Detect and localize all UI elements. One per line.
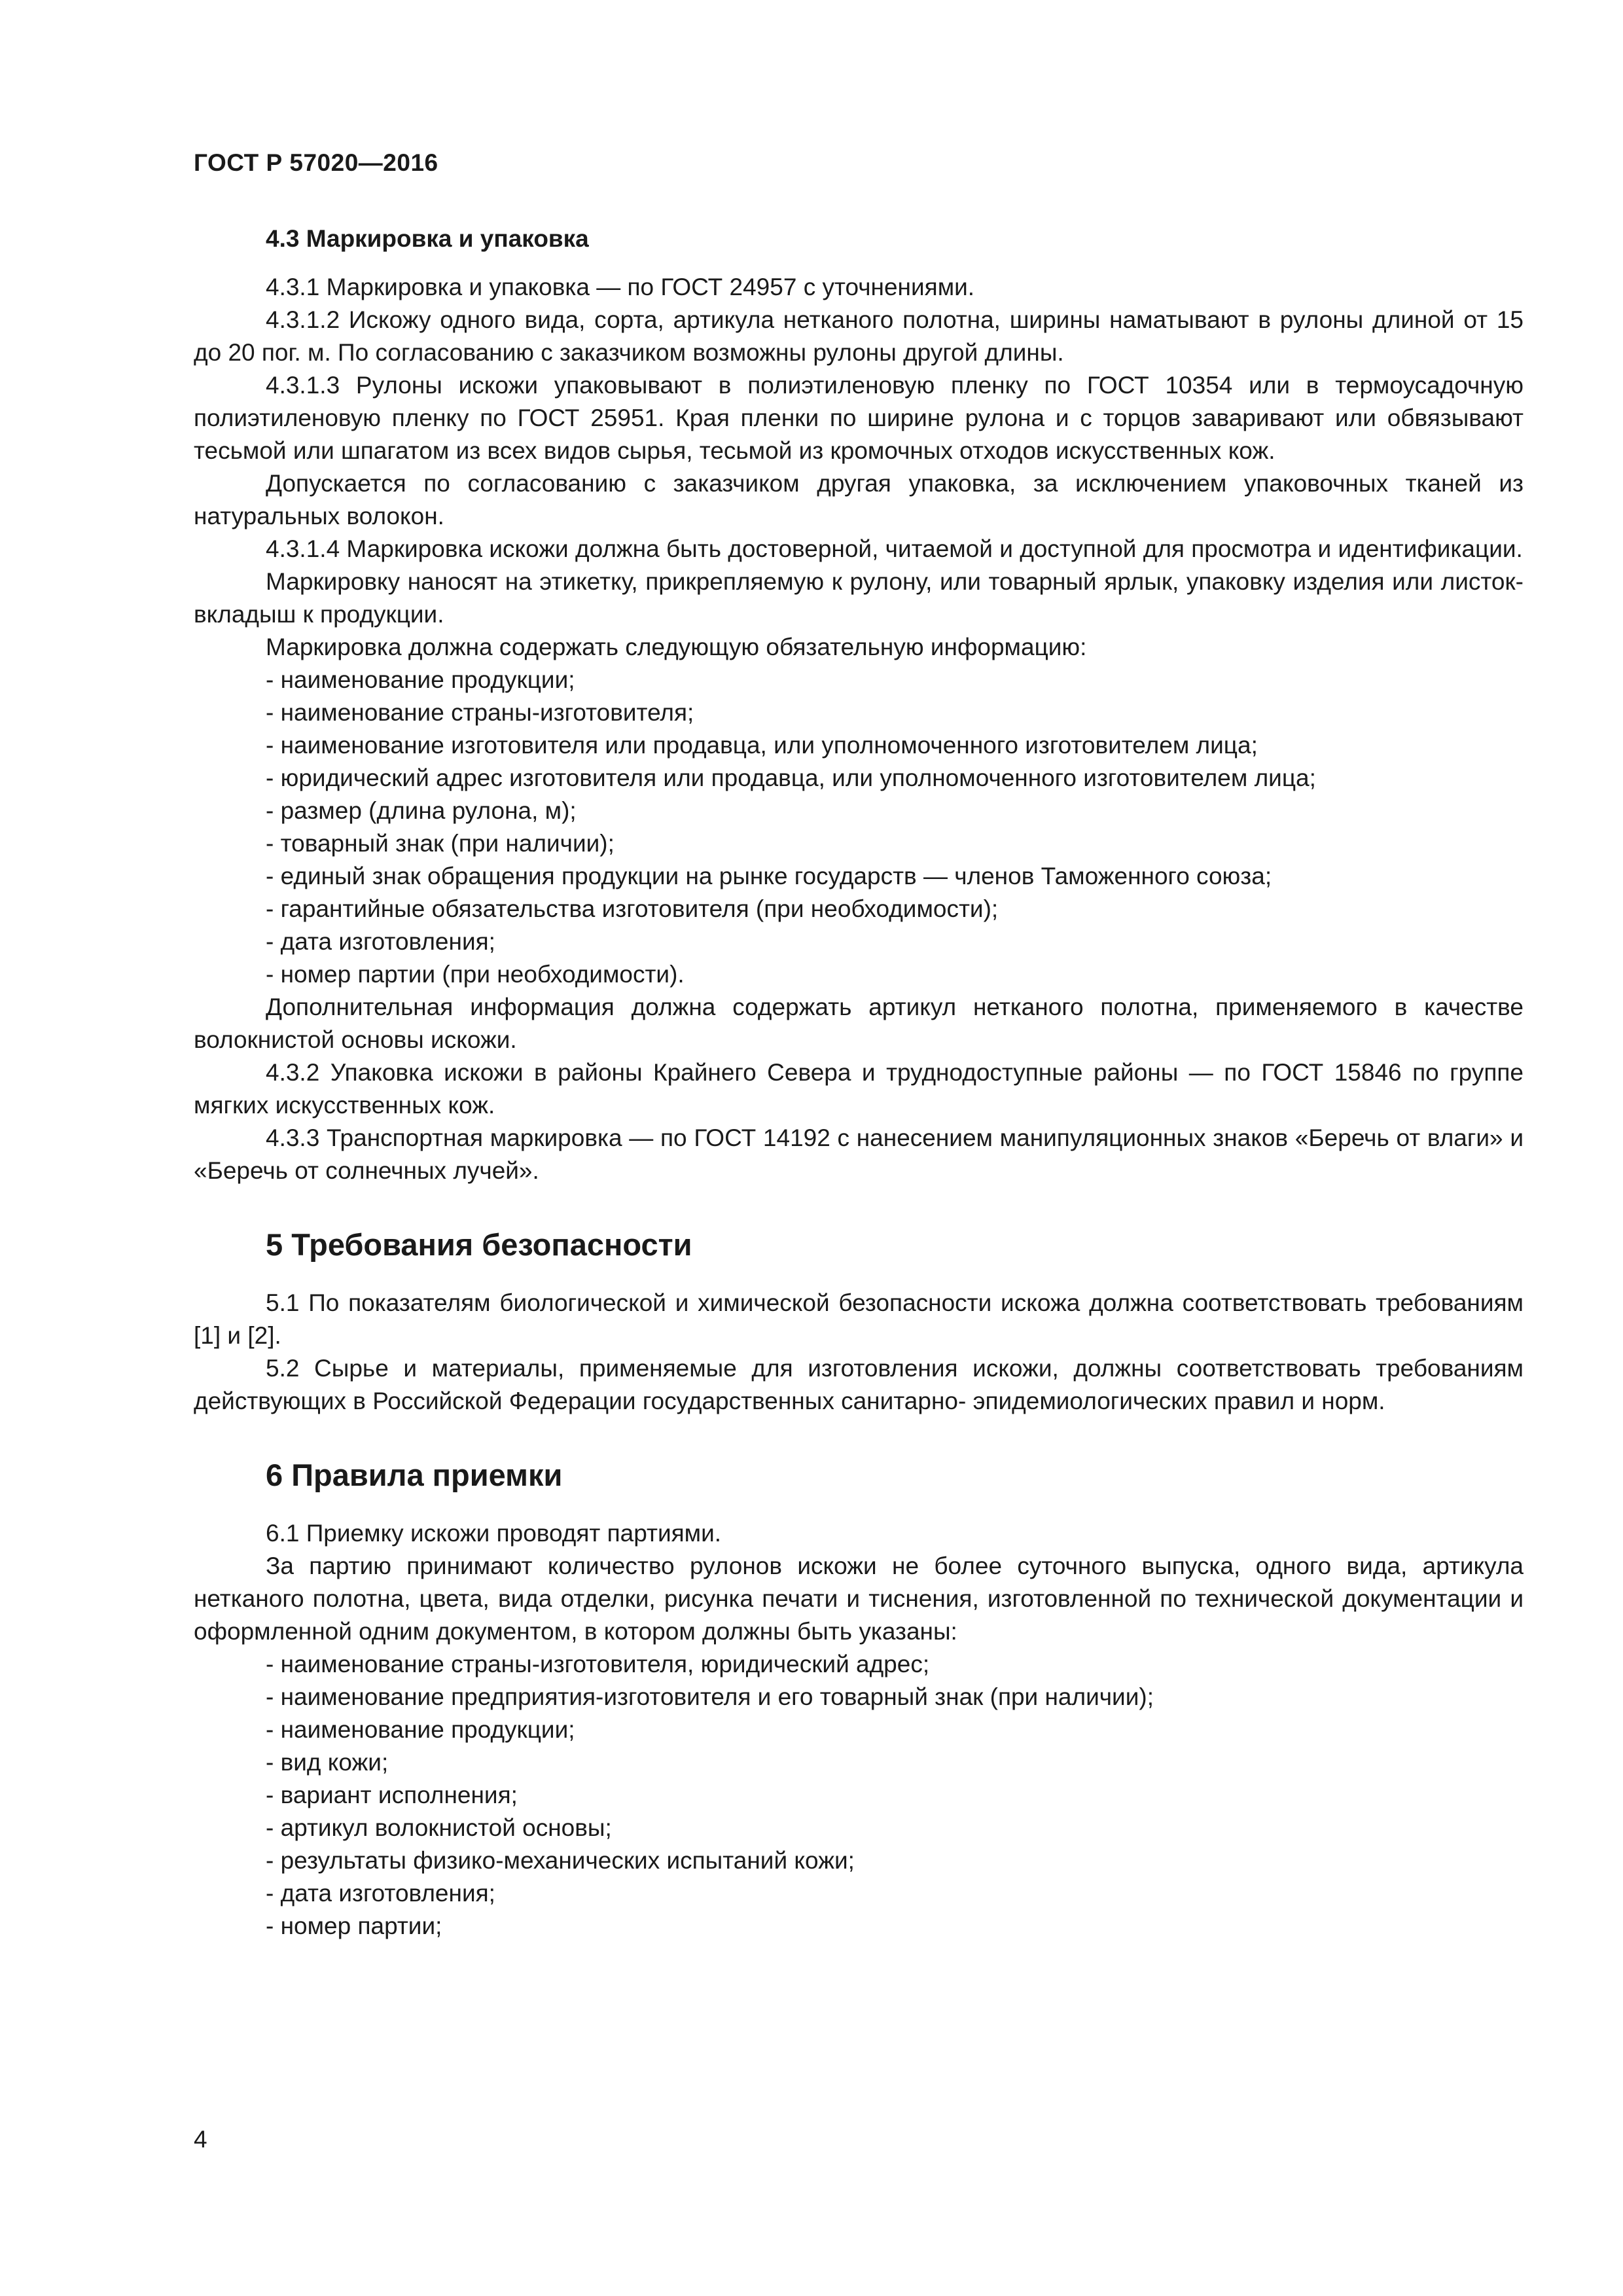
paragraph: 4.3.1 Маркировка и упаковка — по ГОСТ 24957 с уточнениями. [266,274,975,300]
paragraph: 5.2 Сырье и материалы, применяемые для изготовления искожи, должны соответствовать требованиям действующих в Российской Федерации государственных санитарно- эпидемиологических правил и норм. [194,1355,1524,1414]
paragraph: 4.3.2 Упаковка искожи в районы Крайнего Севера и труднодоступные районы — по ГОСТ 15846 по группе мягких искусственных кож. [194,1059,1524,1119]
list-item: - наименование страны-изготовителя; [266,699,694,726]
running-header: ГОСТ Р 57020—2016 [194,149,438,176]
list-item: - дата изготовления; [266,928,495,955]
paragraph: Маркировка должна содержать следующую обязательную информацию: [266,634,1087,660]
paragraph: Допускается по согласованию с заказчиком другая упаковка, за исключением упаковочных тканей из натуральных волокон. [194,470,1524,529]
list-item: - наименование продукции; [266,666,575,693]
paragraph: Маркировку наносят на этикетку, прикрепляемую к рулону, или товарный ярлык, упаковку изделия или листок-вкладыш к продукции. [194,568,1524,628]
paragraph: 4.3.1.2 Искожу одного вида, сорта, артикула нетканого полотна, ширины наматывают в рулоны длиной от 15 до 20 пог. м. По согласованию с заказчиком возможны рулоны другой длины. [194,306,1524,366]
list-item: - дата изготовления; [266,1880,495,1907]
list-item: - единый знак обращения продукции на рынке государств — членов Таможенного союза; [266,863,1272,889]
list-item: - номер партии; [266,1912,442,1939]
section-heading-6: 6 Правила приемки [266,1458,563,1492]
paragraph: 4.3.3 Транспортная маркировка — по ГОСТ 14192 с нанесением манипуляционных знаков «Беречь от влаги» и «Беречь от солнечных лучей». [194,1124,1524,1184]
list-item: - результаты физико-механических испытаний кожи; [266,1847,855,1874]
list-item: - номер партии (при необходимости). [266,961,685,988]
paragraph: За партию принимают количество рулонов искожи не более суточного выпуска, одного вида, артикула нетканого полотна, цвета, вида отделки, рисунка печати и тиснения, изготовленной по технической документации и оформленной одним документом, в котором должны быть указаны: [194,1552,1524,1645]
list-item: - наименование изготовителя или продавца, или уполномоченного изготовителем лица; [266,732,1258,759]
list-item: - наименование продукции; [266,1716,575,1743]
list-item: - вариант исполнения; [266,1782,518,1808]
list-item: - вид кожи; [266,1749,389,1776]
page-number: 4 [194,2126,207,2153]
list-item: - юридический адрес изготовителя или продавца, или уполномоченного изготовителем лица; [266,764,1316,791]
section-heading-5: 5 Требования безопасности [266,1227,692,1262]
paragraph: 5.1 По показателям биологической и химической безопасности искожа должна соответствовать требованиям [1] и [2]. [194,1289,1524,1349]
paragraph: 4.3.1.3 Рулоны искожи упаковывают в полиэтиленовую пленку по ГОСТ 10354 или в термоусадочную полиэтиленовую пленку по ГОСТ 25951. Края пленки по ширине рулона и с торцов заваривают или обвязывают тесьмой или шпагатом из всех видов сырья, тесьмой из кромочных отходов искусственных кож. [194,372,1524,464]
paragraph: Дополнительная информация должна содержать артикул нетканого полотна, применяемого в качестве волокнистой основы искожи. [194,994,1524,1053]
list-item: - товарный знак (при наличии); [266,830,615,857]
subsection-heading-4-3: 4.3 Маркировка и упаковка [266,225,589,252]
list-item: - наименование предприятия-изготовителя и его товарный знак (при наличии); [266,1683,1154,1710]
list-item: - наименование страны-изготовителя, юридический адрес; [266,1651,930,1677]
list-item: - размер (длина рулона, м); [266,797,577,824]
paragraph: 4.3.1.4 Маркировка искожи должна быть достоверной, читаемой и доступной для просмотра и идентификации. [266,535,1523,562]
paragraph: 6.1 Приемку искожи проводят партиями. [266,1520,722,1547]
list-item: - гарантийные обязательства изготовителя (при необходимости); [266,895,999,922]
page-content [194,223,1524,1943]
list-item: - артикул волокнистой основы; [266,1814,612,1841]
